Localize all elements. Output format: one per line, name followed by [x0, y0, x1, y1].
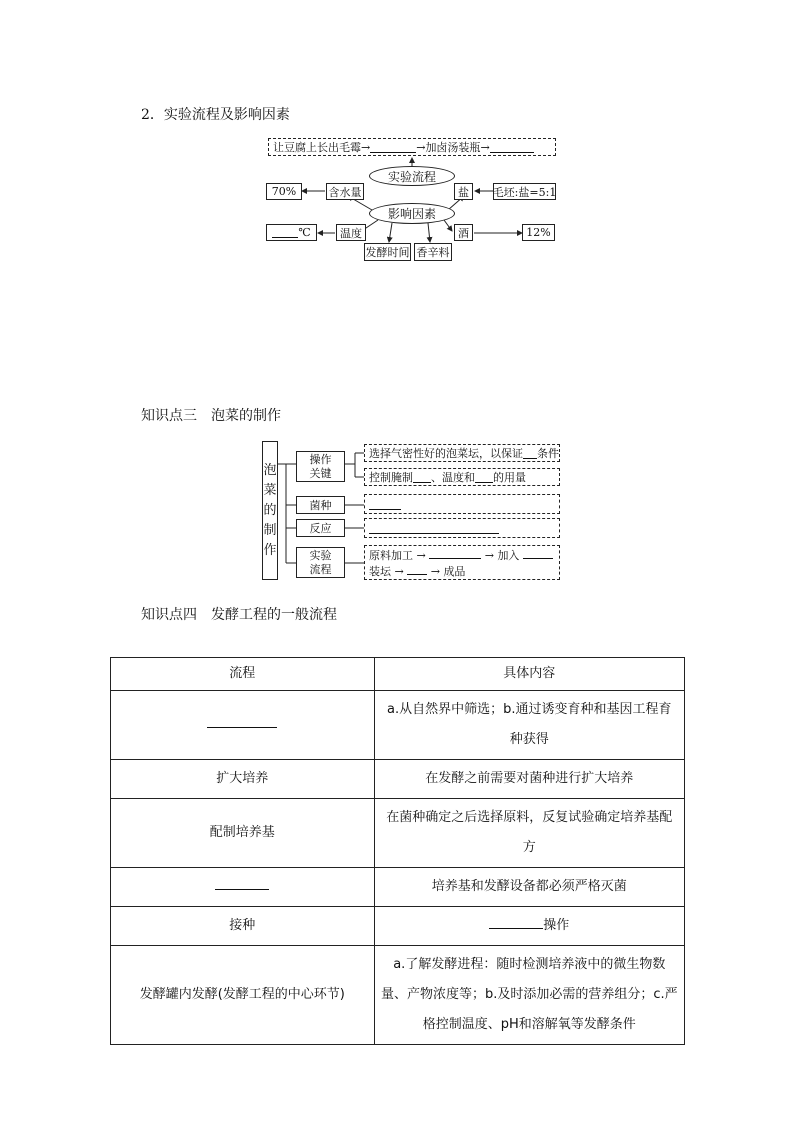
table-row: [111, 907, 685, 946]
node-label: 实验: [309, 548, 332, 562]
title-char: 泡: [263, 462, 277, 478]
blank: [369, 522, 499, 534]
text: 的用量: [493, 471, 526, 484]
blank: [369, 498, 401, 510]
section2-heading: 2．实验流程及影响因素: [141, 107, 290, 123]
table-cell-content: a.了解发酵进程：随时检测培养液中的微生物数量、产物浓度等；b.及时添加必需的营养组分；c.严格控制温度、pH和溶解氧等发酵条件: [374, 946, 684, 1045]
table-row: [111, 799, 685, 868]
section3-heading: 知识点三 泡菜的制作: [141, 408, 281, 424]
arrow-icon: →: [430, 564, 440, 578]
title-char: 菜: [263, 482, 277, 498]
strain-answer-box: [364, 494, 560, 514]
box-water-content: 含水量: [326, 183, 364, 200]
arrow-icon: →: [361, 140, 371, 154]
title-char: 制: [263, 522, 277, 538]
node-experiment-process: [296, 547, 345, 578]
oval-factors: 影响因素: [369, 203, 455, 224]
title-char: 作: [263, 542, 277, 558]
text: 条件: [537, 447, 559, 460]
table-cell-step: 接种: [111, 907, 375, 946]
text: 装坛: [369, 564, 391, 578]
table-cell-content: [374, 907, 684, 946]
box-salt: 盐: [454, 183, 473, 200]
blank: [407, 563, 427, 575]
table-cell-content: 在菌种确定之后选择原料，反复试验确定培养基配方: [374, 799, 684, 868]
text: 选择气密性好的泡菜坛，以保证: [369, 447, 523, 460]
table-cell-content: a.从自然界中筛选；b.通过诱变育种和基因工程育种获得: [374, 691, 684, 760]
text: 成品: [443, 564, 466, 578]
process-answer-box: [364, 545, 560, 580]
title-char: 的: [263, 502, 277, 518]
table-row: [111, 946, 685, 1045]
flow-step-1: 让豆腐上长出毛霉: [273, 141, 361, 154]
arrow-icon: →: [416, 140, 426, 154]
operation-line-1: [364, 444, 560, 462]
arrow-icon: →: [394, 564, 404, 578]
column-header: 具体内容: [374, 658, 684, 691]
text: 控制腌制: [369, 471, 413, 484]
blank: [489, 917, 543, 929]
arrow-icon: →: [480, 140, 490, 154]
blank: [215, 878, 269, 890]
oval-process: 实验流程: [369, 166, 455, 186]
node-operation-key: [296, 451, 345, 482]
node-label: 流程: [309, 562, 332, 576]
operation-line-2: [364, 468, 560, 486]
arrow-icon: →: [416, 548, 426, 562]
box-water-percent: 70%: [266, 183, 302, 200]
table-cell-step: [111, 868, 375, 907]
table-cell-content: 在发酵之前需要对菌种进行扩大培养: [374, 760, 684, 799]
table-row: [111, 691, 685, 760]
node-strain: 菌种: [296, 496, 345, 514]
blank: [523, 547, 553, 559]
box-fermentation-time: 发酵时间: [364, 243, 411, 261]
table-header-row: [111, 658, 685, 691]
pickle-making-title: [262, 441, 278, 580]
blank: [475, 471, 493, 483]
table-cell-step: 发酵罐内发酵(发酵工程的中心环节): [111, 946, 375, 1045]
reaction-answer-box: [364, 518, 560, 538]
unit-celsius: ℃: [298, 226, 311, 239]
box-spices: 香辛料: [414, 243, 452, 261]
box-wine: 酒: [454, 224, 473, 241]
text: 加入: [497, 548, 520, 562]
arrow-icon: →: [484, 548, 494, 562]
blank: [429, 547, 481, 559]
section4-heading: 知识点四 发酵工程的一般流程: [141, 607, 337, 623]
table-cell-content: 培养基和发酵设备都必须严格灭菌: [374, 868, 684, 907]
box-wine-percent: 12%: [522, 224, 555, 241]
flow-step-2: 加卤汤装瓶: [425, 141, 481, 154]
process-line-1: [369, 547, 553, 563]
node-label: 关键: [309, 466, 332, 480]
box-temperature: 温度: [336, 224, 366, 241]
text: 原料加工: [369, 548, 413, 562]
blank: [523, 447, 537, 459]
node-reaction: 反应: [296, 519, 345, 537]
table-cell-step: 扩大培养: [111, 760, 375, 799]
column-header: 流程: [111, 658, 375, 691]
text: 操作: [543, 918, 570, 933]
table-cell-step: [111, 691, 375, 760]
text: 、温度和: [431, 471, 475, 484]
table-row: [111, 868, 685, 907]
blank: [207, 716, 277, 728]
box-ratio: 毛坯:盐=5:1: [493, 183, 556, 200]
blank: [413, 471, 431, 483]
table-cell-step: 配制培养基: [111, 799, 375, 868]
process-line-2: [369, 563, 465, 579]
table-row: [111, 760, 685, 799]
node-label: 操作: [309, 452, 332, 466]
fermentation-process-table: [110, 657, 685, 1045]
